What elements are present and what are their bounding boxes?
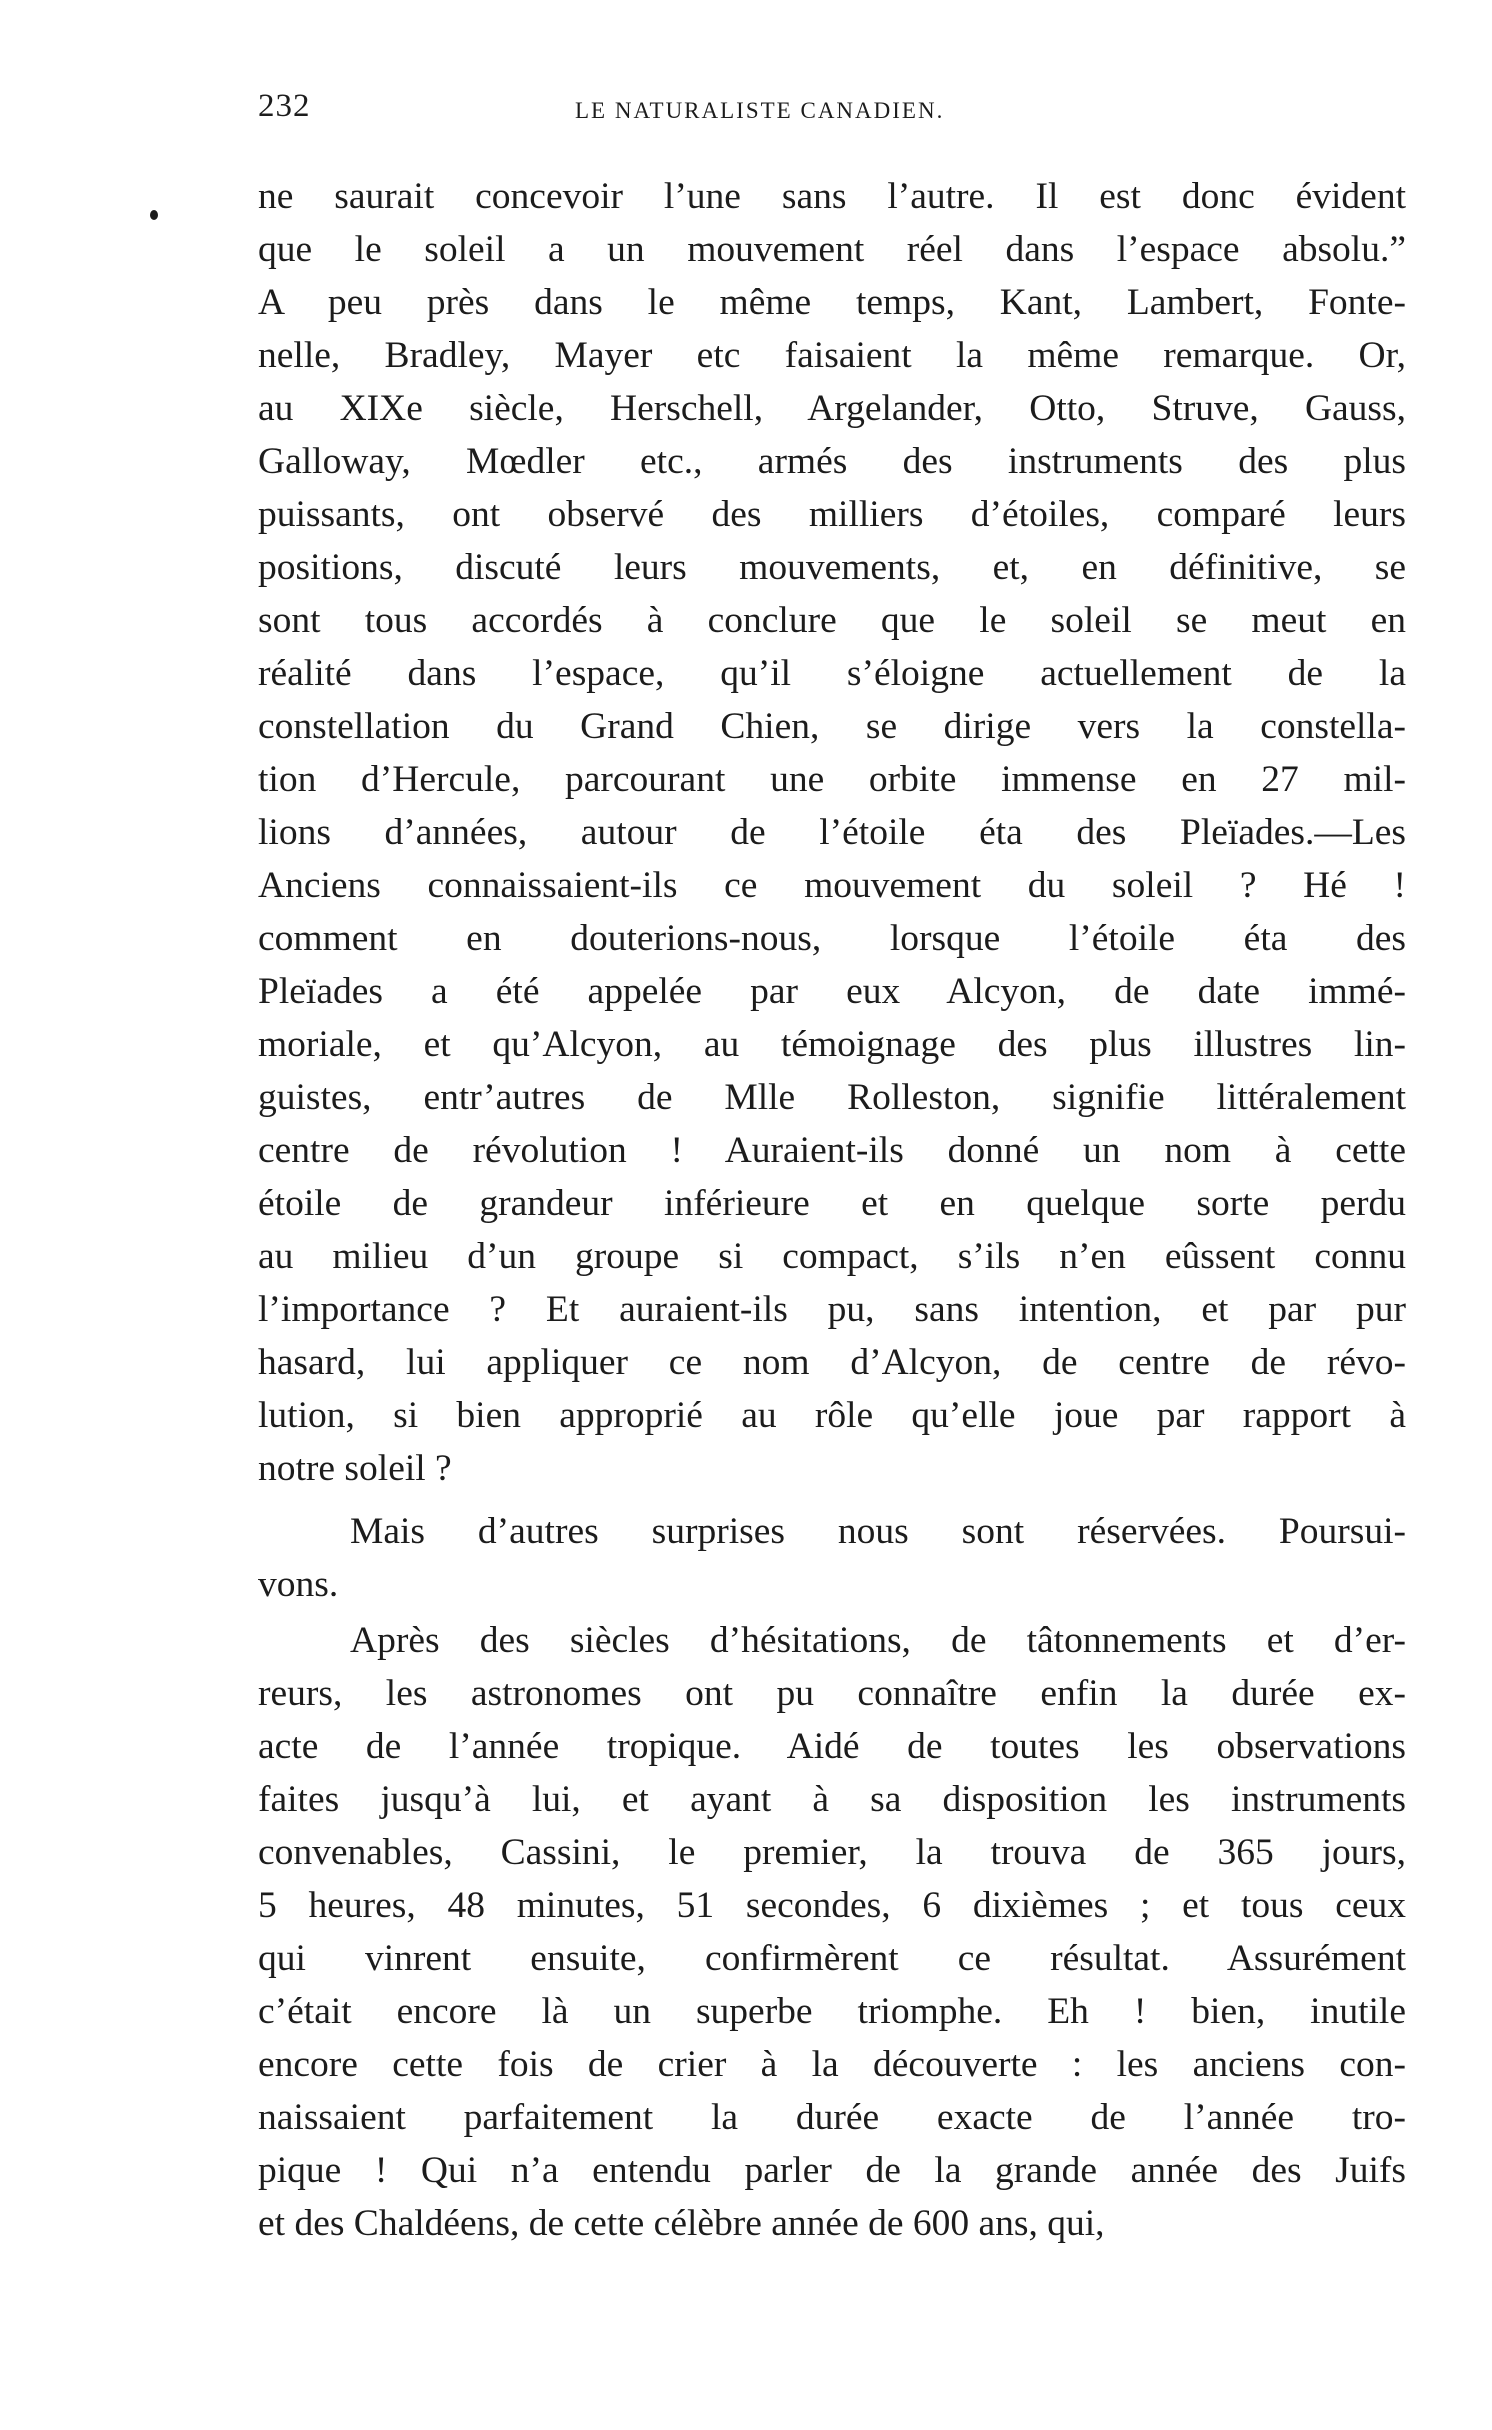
text-line: l’importance ? Et auraient-ils pu, sans intention, et par pur [258, 1289, 1406, 1330]
text-line: 5 heures, 48 minutes, 51 secondes, 6 dixièmes ; et tous ceux [258, 1885, 1406, 1926]
running-title: LE NATURALISTE CANADIEN. [575, 98, 945, 123]
text-line: ne saurait concevoir l’une sans l’autre. Il est donc évident [258, 176, 1406, 217]
text-line: nelle, Bradley, Mayer etc faisaient la même remarque. Or, [258, 335, 1406, 376]
text-line: vons. [258, 1564, 339, 1605]
text-line: et des Chaldéens, de cette célèbre année de 600 ans, qui, [258, 2203, 1105, 2244]
text-line: faites jusqu’à lui, et ayant à sa disposition les instruments [258, 1779, 1406, 1820]
text-line: c’était encore là un superbe triomphe. Eh ! bien, inutile [258, 1991, 1406, 2032]
text-line: notre soleil ? [258, 1448, 452, 1489]
text-line: moriale, et qu’Alcyon, au témoignage des plus illustres lin- [258, 1024, 1406, 1065]
text-line: tion d’Hercule, parcourant une orbite immense en 27 mil- [258, 759, 1406, 800]
text-line: que le soleil a un mouvement réel dans l’espace absolu.” [258, 229, 1406, 270]
text-line: hasard, lui appliquer ce nom d’Alcyon, de centre de révo- [258, 1342, 1406, 1383]
text-line: puissants, ont observé des milliers d’étoiles, comparé leurs [258, 494, 1406, 535]
text-line: encore cette fois de crier à la découverte : les anciens con- [258, 2044, 1406, 2085]
page-number: 232 [258, 88, 311, 124]
text-line: Pleïades a été appelée par eux Alcyon, de date immé- [258, 971, 1406, 1012]
text-line: pique ! Qui n’a entendu parler de la grande année des Juifs [258, 2150, 1406, 2191]
text-line: guistes, entr’autres de Mlle Rolleston, signifie littéralement [258, 1077, 1406, 1118]
text-line: A peu près dans le même temps, Kant, Lambert, Fonte- [258, 282, 1406, 323]
text-line: comment en douterions-nous, lorsque l’étoile éta des [258, 918, 1406, 959]
paragraph-1 [258, 170, 1406, 1495]
text-line: Après des siècles d’hésitations, de tâtonnements et d’er- [350, 1620, 1406, 1661]
text-line: lions d’années, autour de l’étoile éta des Pleïades.—Les [258, 812, 1406, 853]
text-line: Mais d’autres surprises nous sont réservées. Poursui- [350, 1511, 1406, 1552]
text-line: sont tous accordés à conclure que le soleil se meut en [258, 600, 1406, 641]
paragraph-2 [258, 1505, 1406, 1611]
text-line: positions, discuté leurs mouvements, et, en définitive, se [258, 547, 1406, 588]
text-line: naissaient parfaitement la durée exacte de l’année tro- [258, 2097, 1406, 2138]
margin-mark [150, 210, 158, 220]
text-line: reurs, les astronomes ont pu connaître enfin la durée ex- [258, 1673, 1406, 1714]
paragraph-3 [258, 1614, 1406, 2250]
text-line: convenables, Cassini, le premier, la trouva de 365 jours, [258, 1832, 1406, 1873]
text-line: constellation du Grand Chien, se dirige vers la constella- [258, 706, 1406, 747]
text-line: étoile de grandeur inférieure et en quelque sorte perdu [258, 1183, 1406, 1224]
text-line: Anciens connaissaient-ils ce mouvement du soleil ? Hé ! [258, 865, 1406, 906]
text-line: qui vinrent ensuite, confirmèrent ce résultat. Assurément [258, 1938, 1406, 1979]
text-line: acte de l’année tropique. Aidé de toutes les observations [258, 1726, 1406, 1767]
text-line: au milieu d’un groupe si compact, s’ils n’en eûssent connu [258, 1236, 1406, 1277]
text-line: Galloway, Mœdler etc., armés des instruments des plus [258, 441, 1406, 482]
text-line: lution, si bien approprié au rôle qu’elle joue par rapport à [258, 1395, 1406, 1436]
text-line: réalité dans l’espace, qu’il s’éloigne actuellement de la [258, 653, 1406, 694]
text-line: centre de révolution ! Auraient-ils donné un nom à cette [258, 1130, 1406, 1171]
text-line: au XIXe siècle, Herschell, Argelander, Otto, Struve, Gauss, [258, 388, 1406, 429]
